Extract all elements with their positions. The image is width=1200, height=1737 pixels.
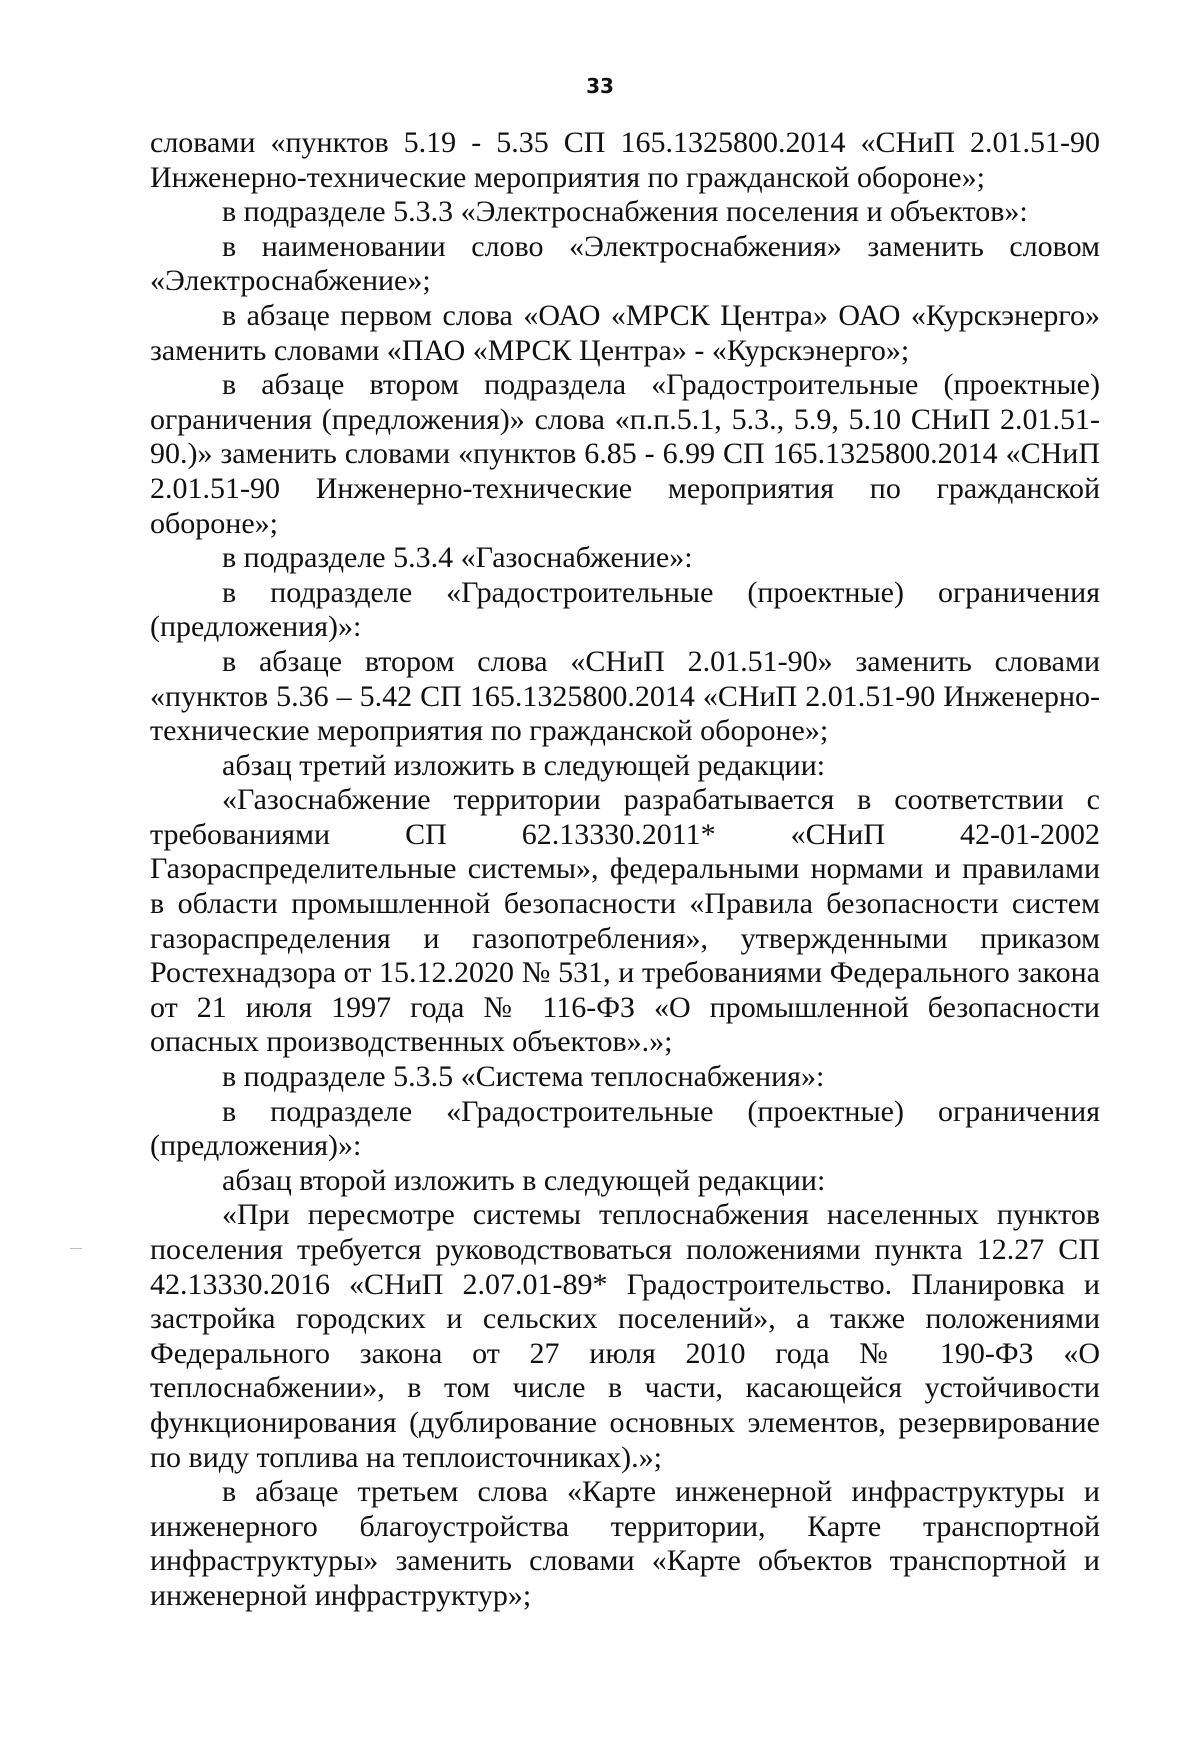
paragraph-8: в абзаце втором слова «СНиП 2.01.51-90» заменить словами «пунктов 5.36 – 5.42 СП 165.1325800.2014 «СНиП 2.01.51-90 Инженерно-технические мероприятия по гражданской обороне»; [150,644,1100,748]
paragraph-4: в абзаце первом слова «ОАО «МРСК Центра» ОАО «Курскэнерго» заменить словами «ПАО «МРСК Центра» - «Курскэнерго»; [150,298,1100,367]
paragraph-11: в подразделе 5.3.5 «Система теплоснабжения»: [222,1060,825,1094]
paragraph-9: абзац третий изложить в следующей редакции: [222,748,826,782]
paragraph-5: в абзаце втором подраздела «Градостроительные (проектные) ограничения (предложения)» слова «п.п.5.1, 5.3., 5.9, 5.10 СНиП 2.01.51-90.)» заменить словами «пунктов 6.85 - 6.99 СП 165.1325800.2014 «СНиП 2.01.51-90 Инженерно-технические мероприятия по гражданской обороне»; [150,368,1100,540]
paragraph-1: словами «пунктов 5.19 - 5.35 СП 165.1325800.2014 «СНиП 2.01.51-90 Инженерно-технические мероприятия по гражданской обороне»; [150,126,1100,194]
paragraph-10: «Газоснабжение территории разрабатывается в соответствии с требованиями СП 62.13330.2011* «СНиП 42-01-2002 Газораспределительные системы», федеральными нормами и правилами в области промышленной безопасности «Правила безопасности систем газораспределения и газопотребления», утвержденными приказом Ростехнадзора от 15.12.2020 № 531, и требованиями Федерального закона от 21 июля 1997 года № 116-ФЗ «О промышленной безопасности опасных производственных объектов».»; [150,783,1100,1059]
document-body [150,126,1100,1614]
paragraph-12: в подразделе «Градостроительные (проектные) ограничения (предложения)»: [150,1094,1100,1163]
paragraph-6: в подразделе 5.3.4 «Газоснабжение»: [222,541,693,575]
paragraph-15: в абзаце третьем слова «Карте инженерной инфраструктуры и инженерного благоустройства территории, Карте транспортной инфраструктуры» заменить словами «Карте объектов транспортной и инженерной инфраструктур»; [150,1475,1100,1612]
paragraph-13: абзац второй изложить в следующей редакции: [222,1163,826,1197]
paragraph-3: в наименовании слово «Электроснабжения» заменить словом «Электроснабжение»; [150,229,1100,298]
paragraph-14: «При пересмотре системы теплоснабжения населенных пунктов поселения требуется руководствоваться положениями пункта 12.27 СП 42.13330.2016 «СНиП 2.07.01-89* Градостроительство. Планировка и застройка городских и сельских поселений», а также положениями Федерального закона от 27 июля 2010 года № 190-ФЗ «О теплоснабжении», в том числе в части, касающейся устойчивости функционирования (дублирование основных элементов, резервирование по виду топлива на теплоисточниках).»; [150,1198,1100,1474]
paragraph-2: в подразделе 5.3.3 «Электроснабжения поселения и объектов»: [222,195,1028,229]
paragraph-7: в подразделе «Градостроительные (проектные) ограничения (предложения)»: [150,575,1100,644]
page-number: 33 [586,74,614,98]
scan-margin-mark [70,1248,82,1249]
